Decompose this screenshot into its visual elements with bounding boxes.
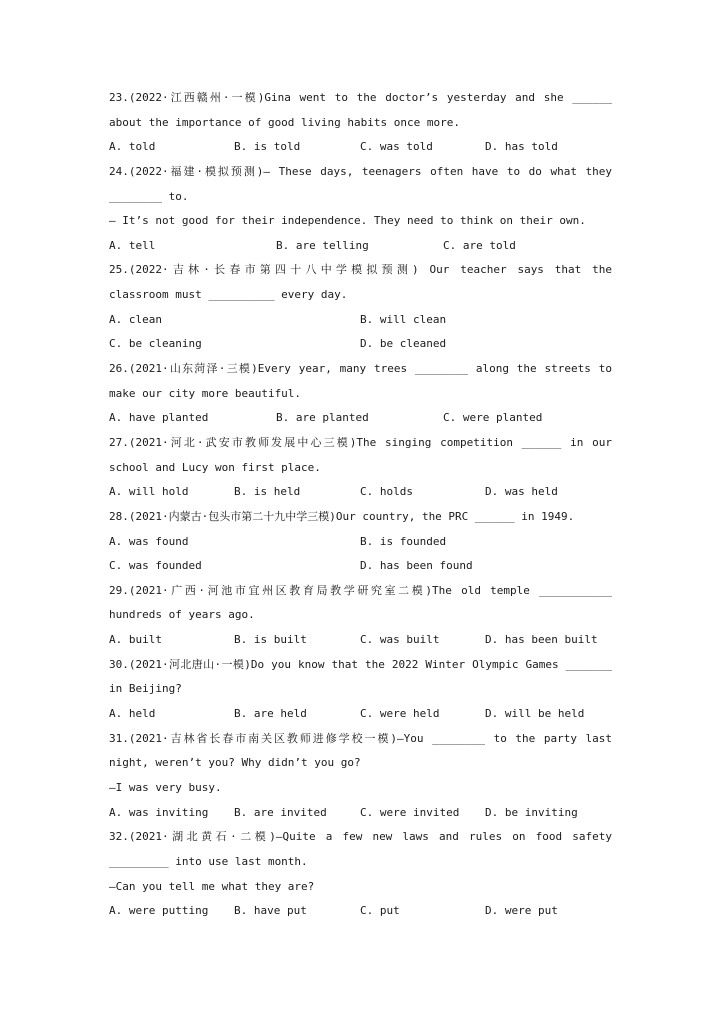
option-d: D. be inviting [485,805,578,819]
question-29 [109,579,612,653]
options-row [109,530,612,555]
option-d: D. has told [485,140,558,154]
option-b: B. have put [234,904,307,918]
question-text-line: 26.(2021·山东菏泽·三模)Every year, many trees ________ along the streets to [109,362,612,376]
question-text-line: 28.(2021·内蒙古·包头市第二十九中学三模)Our country, the PRC ______ in 1949. [109,509,575,523]
options-row [109,480,612,505]
option-c: C. were held [360,707,440,721]
question-25 [109,258,612,357]
options-row [109,332,612,357]
question-23 [109,86,612,160]
option-b: B. is told [234,140,301,154]
question-text-line: 29.(2021·广西·河池市宜州区教育局教学研究室二模)The old temple ___________ [109,583,612,597]
question-text-line: ________ to. [109,189,189,203]
option-b: B. is held [234,485,301,499]
option-c: C. was told [360,140,433,154]
question-26 [109,357,612,431]
question-text-line: _________ into use last month. [109,854,308,868]
question-text-line: 32.(2021·湖北黄石·二模)—Quite a few new laws and rules on food safety [109,830,612,844]
option-c: C. be cleaning [109,337,202,351]
option-c: C. were planted [443,411,543,425]
option-b: B. are telling [276,238,369,252]
option-c: C. was founded [109,559,202,573]
question-text-line: 24.(2022·福建·模拟预测)— These days, teenagers often have to do what they [109,164,612,178]
question-text-line: 27.(2021·河北·武安市教师发展中心三模)The singing competition ______ in our [109,435,612,449]
question-31 [109,727,612,826]
question-text-line: make our city more beautiful. [109,386,302,400]
question-text-line: 25.(2022·吉林·长春市第四十八中学模拟预测) Our teacher says that the [109,263,612,277]
option-a: A. built [109,633,162,647]
question-text-line: in Beijing? [109,682,182,696]
question-text-line: classroom must __________ every day. [109,288,348,302]
option-d: D. were put [485,904,558,918]
question-text-line: night, weren’t you? Why didn’t you go? [109,756,361,770]
option-d: D. has been built [485,633,598,647]
option-b: B. will clean [360,312,447,326]
option-b: B. are planted [276,411,369,425]
option-a: A. told [109,140,156,154]
question-24 [109,160,612,259]
option-d: D. has been found [360,559,473,573]
question-text-line: about the importance of good living habits once more. [109,115,460,129]
option-a: A. will hold [109,485,189,499]
option-d: D. was held [485,485,558,499]
question-text-line: —I was very busy. [109,780,222,794]
option-c: C. was built [360,633,440,647]
option-b: B. is built [234,633,307,647]
options-row [109,554,612,579]
question-27 [109,431,612,505]
options-row [109,702,612,727]
question-text-line: — It’s not good for their independence. They need to think on their own. [109,214,586,228]
question-text-line: school and Lucy won first place. [109,460,321,474]
option-c: C. are told [443,238,516,252]
option-c: C. put [360,904,400,918]
question-text-line: —Can you tell me what they are? [109,879,315,893]
option-c: C. holds [360,485,413,499]
options-row [109,135,612,160]
option-a: A. held [109,707,156,721]
options-row [109,234,612,259]
worksheet-page [109,86,612,924]
option-a: A. were putting [109,904,209,918]
option-c: C. were invited [360,805,460,819]
option-a: A. was found [109,534,189,548]
option-d: D. be cleaned [360,337,447,351]
options-row [109,406,612,431]
option-a: A. clean [109,312,162,326]
question-30 [109,653,612,727]
option-a: A. tell [109,238,156,252]
option-b: B. are held [234,707,307,721]
options-row [109,801,612,826]
question-text-line: 30.(2021·河北唐山·一模)Do you know that the 2022 Winter Olympic Games _______ [109,657,612,671]
question-text-line: 31.(2021·吉林省长春市南关区教师进修学校一模)—You ________ to the party last [109,731,612,745]
option-d: D. will be held [485,707,585,721]
question-text-line: hundreds of years ago. [109,608,255,622]
question-32 [109,825,612,924]
option-b: B. is founded [360,534,447,548]
option-a: A. was inviting [109,805,209,819]
option-b: B. are invited [234,805,327,819]
question-text-line: 23.(2022·江西赣州·一模)Gina went to the doctor’s yesterday and she ______ [109,91,612,104]
option-a: A. have planted [109,411,209,425]
options-row [109,628,612,653]
options-row [109,308,612,333]
options-row [109,899,612,924]
question-28 [109,505,612,579]
